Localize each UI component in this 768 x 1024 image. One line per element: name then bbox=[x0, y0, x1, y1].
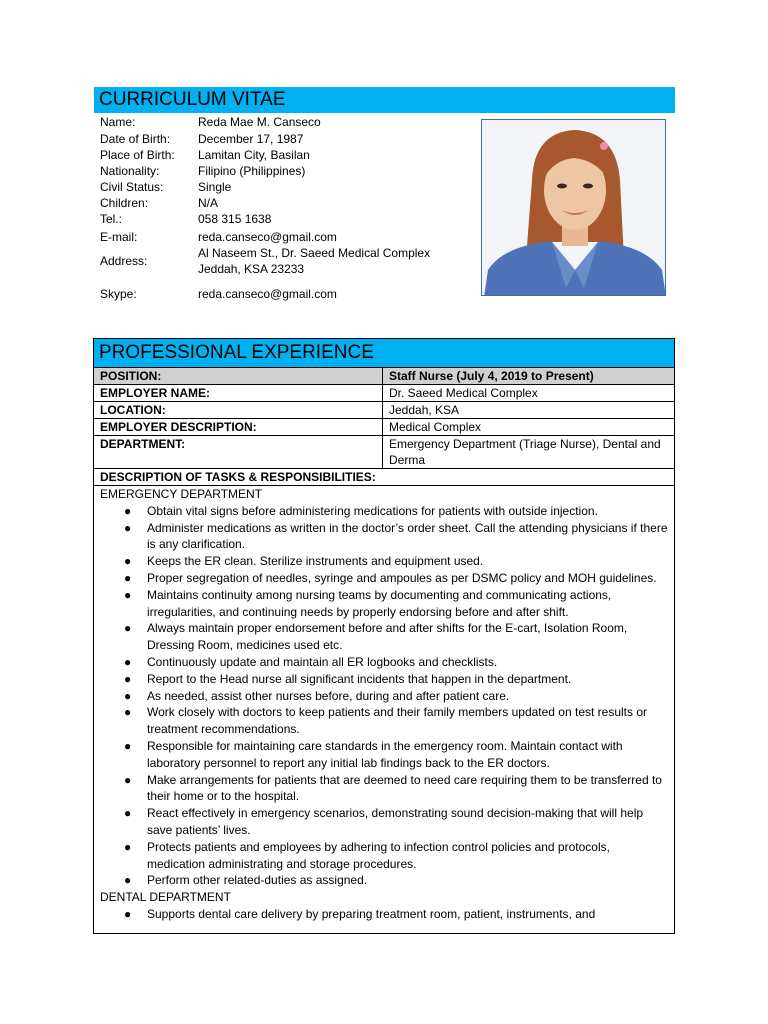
bullet-icon: ● bbox=[124, 671, 132, 686]
children-label: Children: bbox=[100, 196, 149, 210]
tel-value: 058 315 1638 bbox=[198, 212, 272, 226]
list-item: ● Supports dental care delivery by preparing treatment room, patient, instruments, and bbox=[124, 906, 596, 921]
list-item: ● Obtain vital signs before administering medications for patients with outside injection. bbox=[124, 503, 598, 518]
employer-name-value: Dr. Saeed Medical Complex bbox=[389, 386, 538, 400]
bullet-icon: ● bbox=[124, 554, 132, 569]
civil-status-value: Single bbox=[198, 180, 232, 194]
bullet-icon: ● bbox=[124, 654, 132, 669]
address-line-1: Al Naseem St., Dr. Saeed Medical Complex bbox=[198, 246, 431, 260]
position-label: POSITION: bbox=[94, 368, 383, 384]
list-item: ● Make arrangements for patients that are deemed to need care requiring them to be transferred to their home or to the hospital. bbox=[124, 772, 662, 804]
list-item: ● Perform other related-duties as assigned. bbox=[124, 873, 368, 888]
experience-table bbox=[93, 338, 675, 934]
skype-value: reda.canseco@gmail.com bbox=[198, 287, 337, 301]
list-item: ● Always maintain proper endorsement before and after shifts for the E-cart, Isolation Room, Dressing Room, medicines used etc. bbox=[124, 621, 628, 653]
bullet-icon: ● bbox=[124, 873, 132, 888]
children-value: N/A bbox=[198, 196, 219, 210]
list-item: ● As needed, assist other nurses before, during and after patient care. bbox=[124, 688, 510, 703]
nationality-value: Filipino (Philippines) bbox=[198, 164, 306, 178]
emergency-task-list bbox=[100, 503, 674, 889]
bullet-icon: ● bbox=[124, 772, 132, 787]
civil-status-label: Civil Status: bbox=[100, 180, 164, 194]
experience-title-banner bbox=[94, 339, 674, 367]
name-label: Name: bbox=[100, 115, 136, 129]
experience-title: PROFESSIONAL EXPERIENCE bbox=[99, 342, 374, 363]
tasks-header: DESCRIPTION OF TASKS & RESPONSIBILITIES: bbox=[94, 468, 674, 485]
location-value: Jeddah, KSA bbox=[389, 403, 460, 417]
location-label: LOCATION: bbox=[94, 402, 383, 418]
list-item: ● Maintains continuity among nursing teams by documenting and communicating actions, irregularities, and continuing needs by properly endorsing before and after shift. bbox=[124, 587, 612, 619]
tel-label: Tel.: bbox=[100, 212, 123, 226]
department-value: Emergency Department (Triage Nurse), Dental and Derma bbox=[389, 437, 661, 467]
department-label: DEPARTMENT: bbox=[94, 436, 383, 468]
position-value: Staff Nurse (July 4, 2019 to Present) bbox=[389, 369, 594, 383]
dental-task-list bbox=[100, 906, 674, 923]
address-line-2: Jeddah, KSA 23233 bbox=[198, 262, 305, 276]
list-item: ● Report to the Head nurse all significant incidents that happen in the department. bbox=[124, 671, 572, 686]
pob-label: Place of Birth: bbox=[100, 148, 175, 162]
bullet-icon: ● bbox=[124, 906, 132, 921]
cv-title: CURRICULUM VITAE bbox=[99, 89, 286, 110]
cv-title-banner bbox=[94, 87, 675, 113]
bullet-icon: ● bbox=[124, 503, 132, 518]
table-row bbox=[94, 401, 674, 418]
bullet-icon: ● bbox=[124, 587, 132, 602]
table-row bbox=[94, 384, 674, 401]
skype-label: Skype: bbox=[100, 287, 137, 301]
bullet-icon: ● bbox=[124, 570, 132, 585]
dob-label: Date of Birth: bbox=[100, 132, 171, 146]
list-item: ● Administer medications as written in the doctor’s order sheet. Call the attending physicians if there is any clarification. bbox=[124, 520, 668, 552]
bullet-icon: ● bbox=[124, 621, 132, 636]
bullet-icon: ● bbox=[124, 688, 132, 703]
list-item: ● Proper segregation of needles, syringe and ampoules as per DSMC policy and MOH guidelines. bbox=[124, 570, 657, 585]
pob-value: Lamitan City, Basilan bbox=[198, 148, 310, 162]
list-item: ● Keeps the ER clean. Sterilize instruments and equipment used. bbox=[124, 554, 484, 569]
list-item: ● Continuously update and maintain all ER logbooks and checklists. bbox=[124, 654, 498, 669]
name-value: Reda Mae M. Canseco bbox=[198, 115, 321, 129]
bullet-icon: ● bbox=[124, 705, 132, 720]
list-item: ● Work closely with doctors to keep patients and their family members updated on test results or treatment recommendations. bbox=[124, 705, 648, 737]
employer-description-value: Medical Complex bbox=[389, 420, 482, 434]
address-label: Address: bbox=[100, 254, 148, 268]
profile-photo bbox=[481, 119, 666, 296]
employer-name-label: EMPLOYER NAME: bbox=[94, 385, 383, 401]
email-value[interactable]: reda.canseco@gmail.com bbox=[198, 230, 337, 244]
email-label: E-mail: bbox=[100, 230, 138, 244]
dental-department-title: DENTAL DEPARTMENT bbox=[100, 890, 231, 905]
emergency-department-title: EMERGENCY DEPARTMENT bbox=[100, 487, 263, 501]
list-item: ● React effectively in emergency scenarios, demonstrating sound decision-making that will help save patients’ lives. bbox=[124, 806, 644, 837]
nationality-label: Nationality: bbox=[100, 164, 160, 178]
list-item: ● Responsible for maintaining care standards in the emergency room. Maintain contact with laboratory personnel to report any initial lab findings back to the ER doctors. bbox=[124, 738, 623, 770]
dob-value: December 17, 1987 bbox=[198, 132, 304, 146]
table-row bbox=[94, 367, 674, 384]
bullet-icon: ● bbox=[124, 520, 132, 535]
table-row bbox=[94, 435, 674, 468]
tasks-body bbox=[94, 485, 674, 923]
list-item: ● Protects patients and employees by adhering to infection control policies and protocols, medication administrating and storage procedures. bbox=[124, 839, 610, 871]
portrait-illustration bbox=[482, 120, 666, 296]
bullet-icon: ● bbox=[124, 738, 132, 753]
bullet-icon: ● bbox=[124, 839, 132, 854]
table-row bbox=[94, 418, 674, 435]
employer-description-label: EMPLOYER DESCRIPTION: bbox=[94, 419, 383, 435]
bullet-icon: ● bbox=[124, 806, 132, 821]
